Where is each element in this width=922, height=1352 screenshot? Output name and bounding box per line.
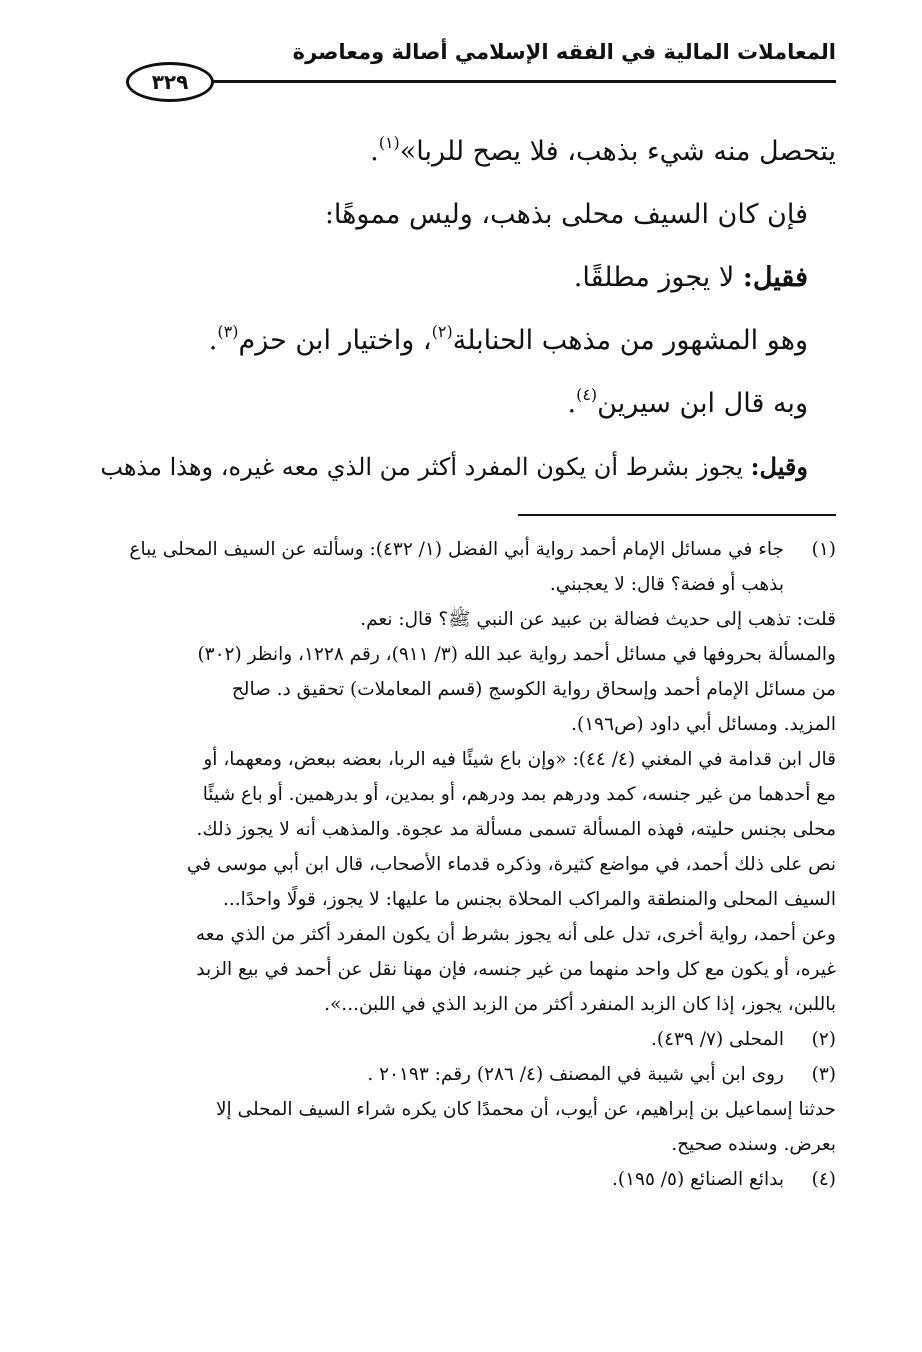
footnote-line: قال ابن قدامة في المغني (٤/ ٤٤): «وإن باع شيئًا فيه الربا، بعضه ببعض، ومعهما، أو: [203, 749, 836, 770]
footnote-line: محلى بجنس حليته، فهذه المسألة تسمى مسألة مد عجوة. والمذهب أنه لا يجوز ذلك.: [196, 819, 836, 840]
page-number: ٣٢٩: [126, 62, 214, 102]
main-line: وبه قال ابن سيرين$^{(٤)}$.: [567, 385, 808, 419]
footnote-ref: (٢): [431, 322, 453, 341]
footnote-line: نص على ذلك أحمد، في مواضع كثيرة، وذكره قدماء الأصحاب، قال ابن أبي موسى في: [186, 854, 836, 875]
footnote-line: المزيد. ومسائل أبي داود (ص١٩٦).: [571, 714, 836, 735]
footnote-number: (١): [811, 539, 836, 560]
footnote-ref: (٤): [576, 385, 598, 404]
footnote-line: مع أحدهما من غير جنسه، كمد ودرهم بمد ودرهم، أو بمدين، أو بدرهمين. أو باع شيئًا: [202, 784, 836, 805]
footnote-ref: (١): [378, 133, 400, 152]
footnote-line: (٣) روى ابن أبي شيبة في المصنف (٤/ ٢٨٦) رقم: ٢٠١٩٣ .: [88, 1057, 836, 1092]
footnote-line: (٤) بدائع الصنائع (٥/ ١٩٥).: [88, 1162, 836, 1197]
running-header-title: المعاملات المالية في الفقه الإسلامي أصالة ومعاصرة: [292, 40, 836, 64]
footnote-line: من مسائل الإمام أحمد وإسحاق رواية الكوسج (قسم المعاملات) تحقيق د. صالح: [231, 679, 836, 700]
footnote-number: (٢): [811, 1029, 836, 1050]
footnote-line: السيف المحلى والمنطقة والمراكب المحلاة بجنس ما عليها: لا يجوز، قولًا واحدًا...: [223, 889, 836, 910]
main-text: [88, 120, 836, 498]
footnote-line: بذهب أو فضة؟ قال: لا يعجبني.: [549, 574, 784, 595]
main-line: فإن كان السيف محلى بذهب، وليس مموهًا:: [324, 199, 808, 230]
main-line: فقيل: لا يجوز مطلقًا.: [573, 262, 808, 293]
footnote-line: وعن أحمد، رواية أخرى، تدل على أنه يجوز بشرط أن يكون المفرد أكثر من الذي معه: [195, 924, 836, 945]
footnote-line: بعرض. وسنده صحيح.: [671, 1134, 836, 1155]
footnote-number: (٣): [811, 1064, 836, 1085]
footnote-line: باللبن، يجوز، إذا كان الزبد المنفرد أكثر من الزبد الذي في اللبن...».: [324, 994, 836, 1015]
header-rule: [205, 80, 836, 83]
footnote-number: (٤): [811, 1169, 836, 1190]
footnote-line: غيره، أو يكون مع كل واحد منهما من غير جنسه، فإن مهنا نقل عن أحمد في بيع الزبد: [196, 959, 836, 980]
main-line: وهو المشهور من مذهب الحنابلة$^{(٢)}$، واختيار ابن حزم$^{(٣)}$.: [208, 322, 808, 356]
main-line: يتحصل منه شيء بذهب، فلا يصح للربا»$^{(١)}$.: [370, 133, 836, 167]
main-line: وقيل: يجوز بشرط أن يكون المفرد أكثر من الذي معه غيره، وهذا مذهب: [100, 452, 808, 481]
footnote-ref: (٣): [217, 322, 239, 341]
footnotes: [88, 532, 836, 1197]
footnote-line: حدثنا إسماعيل بن إبراهيم، عن أيوب، أن محمدًا كان يكره شراء السيف المحلى إلا: [215, 1099, 836, 1120]
footnote-line: قلت: تذهب إلى حديث فضالة بن عبيد عن النبي ﷺ؟ قال: نعم.: [360, 609, 836, 630]
footnote-line: (١) جاء في مسائل الإمام أحمد رواية أبي الفضل (١/ ٤٣٢): وسألته عن السيف المحلى يباع: [88, 532, 836, 567]
footnote-separator: [518, 514, 836, 516]
label-qil: فقيل:: [742, 262, 808, 293]
footnote-line: (٢) المحلى (٧/ ٤٣٩).: [88, 1022, 836, 1057]
label-qil: وقيل:: [750, 452, 808, 481]
footnote-line: والمسألة بحروفها في مسائل أحمد رواية عبد الله (٣/ ٩١١)، رقم ١٢٢٨، وانظر (٣٠٢): [197, 644, 836, 665]
